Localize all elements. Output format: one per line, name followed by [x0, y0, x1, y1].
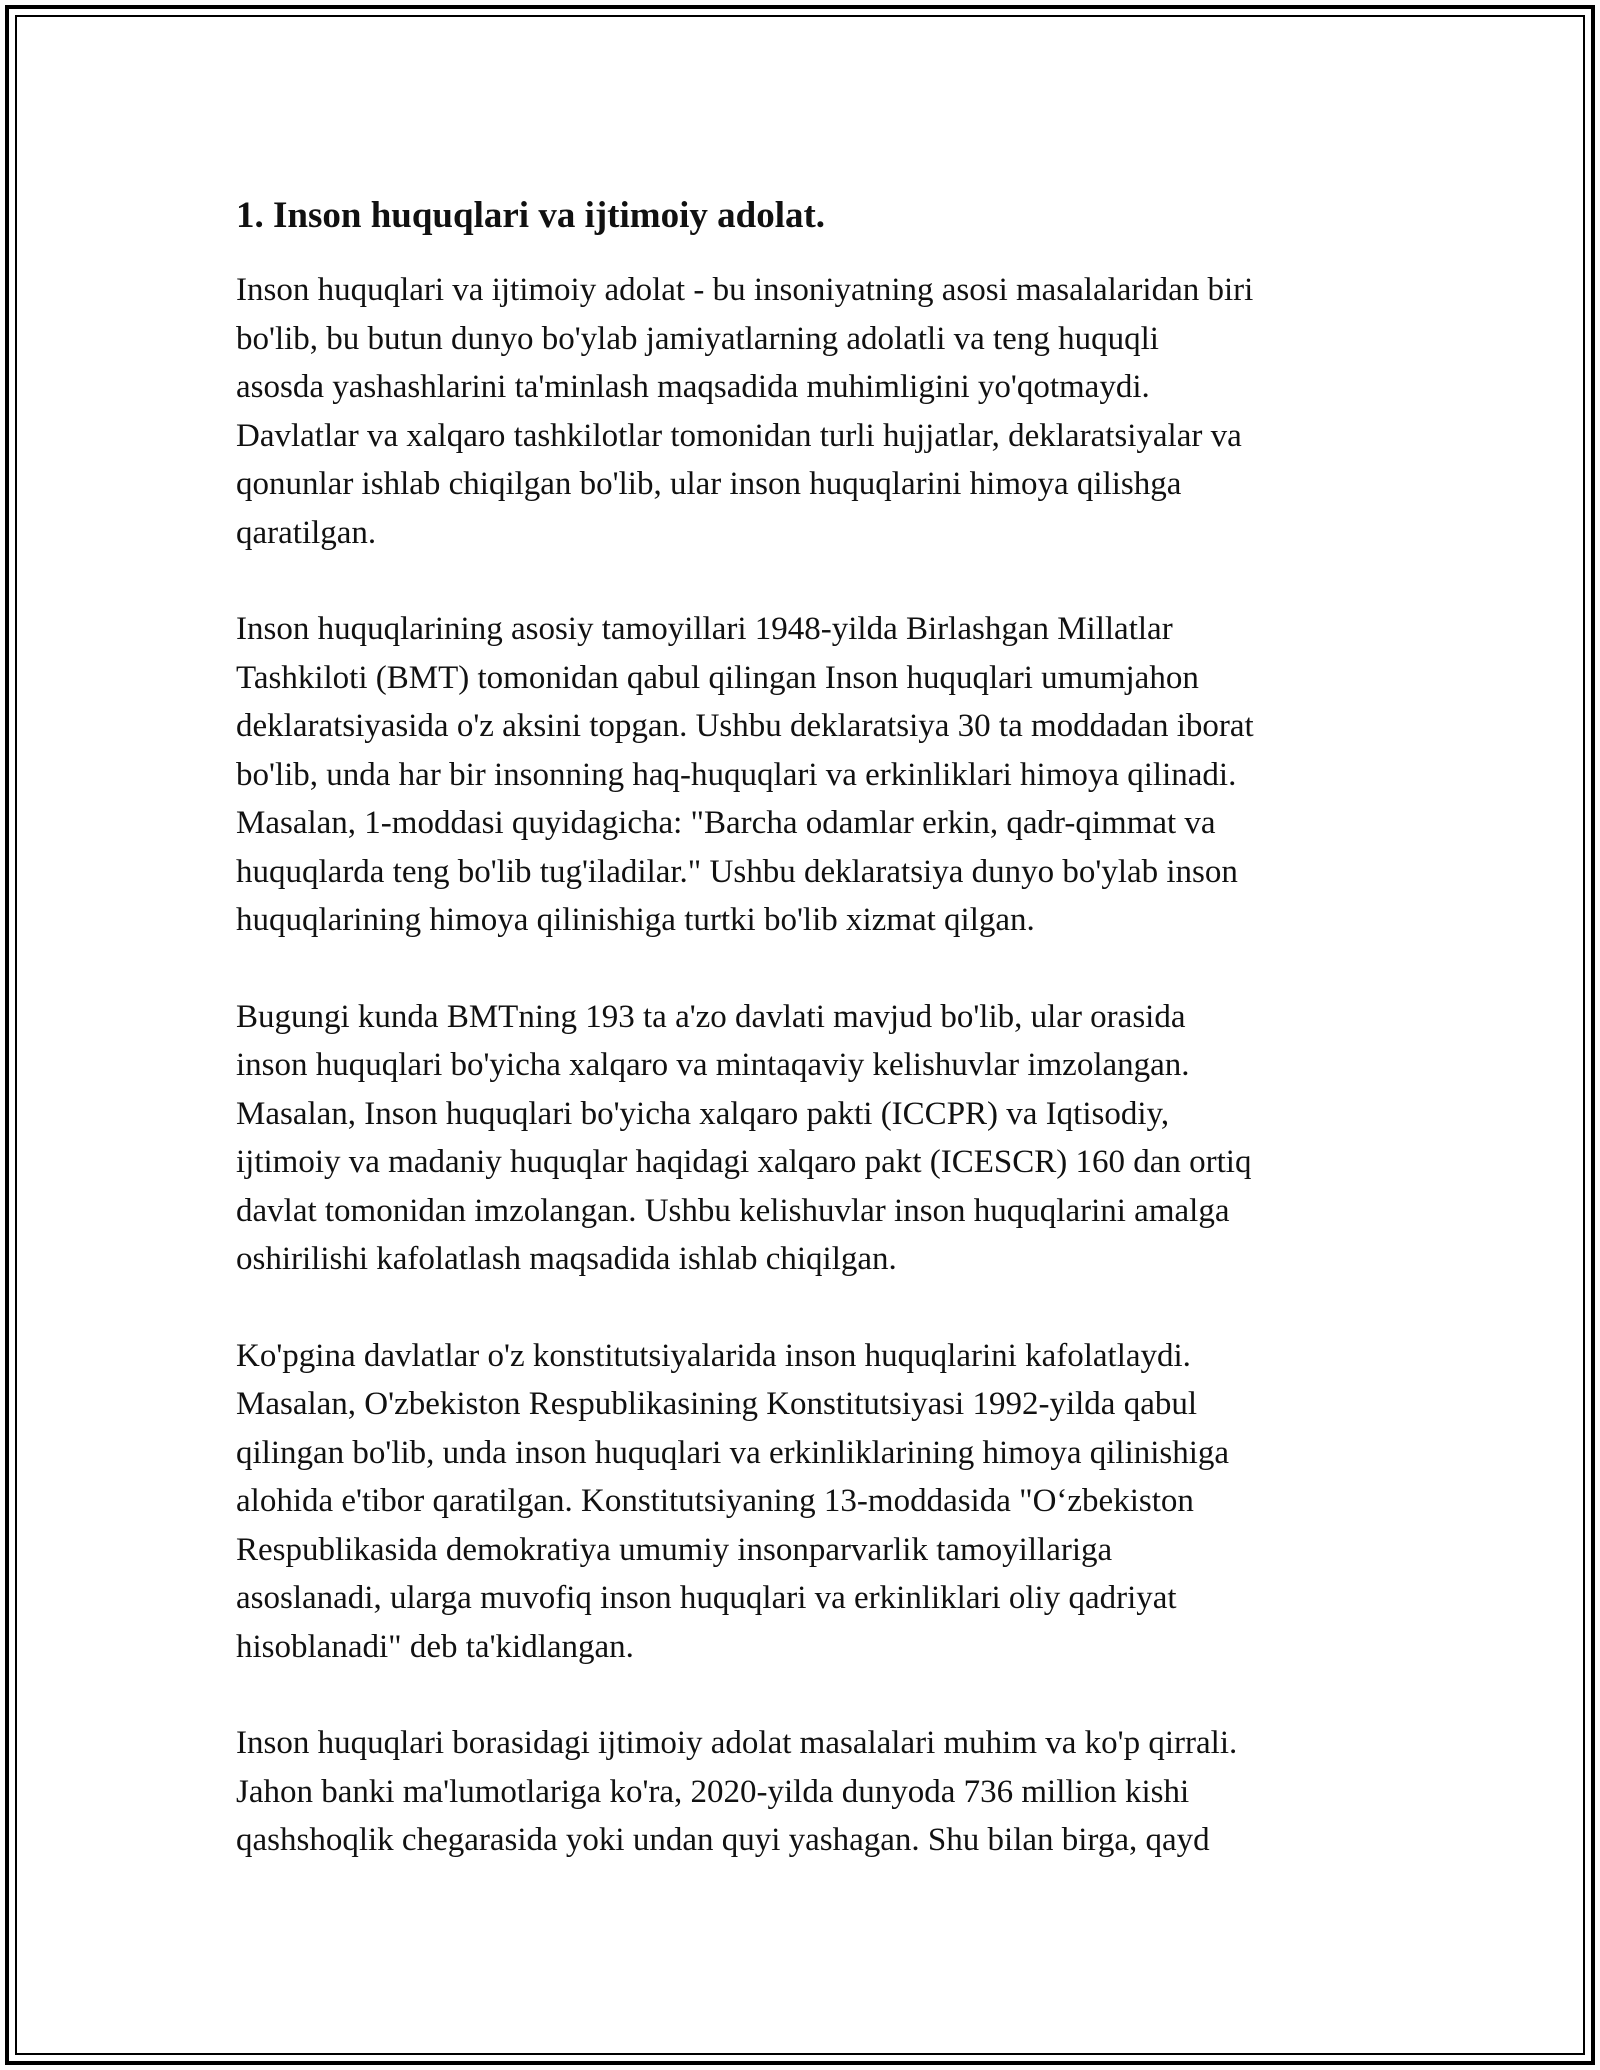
text-line: Inson huquqlarining asosiy tamoyillari 1948-yilda Birlashgan Millatlar — [236, 611, 1173, 647]
text-line: asosda yashashlarini ta'minlash maqsadida muhimligini yo'qotmaydi. — [236, 369, 1150, 405]
paragraph-1 — [236, 266, 1376, 557]
text-line: Davlatlar va xalqaro tashkilotlar tomonidan turli hujjatlar, deklaratsiyalar va — [236, 417, 1242, 454]
section-heading: 1. Inson huquqlari va ijtimoiy adolat. — [236, 195, 826, 236]
document-body — [236, 186, 1376, 1913]
text-line: oshirilishi kafolatlash maqsadida ishlab chiqilgan. — [236, 1241, 897, 1277]
text-line: asoslanadi, ularga muvofiq inson huquqlari va erkinliklari oliy qadriyat — [236, 1580, 1177, 1616]
text-line: davlat tomonidan imzolangan. Ushbu kelishuvlar inson huquqlarini amalga — [236, 1192, 1230, 1229]
text-line: Bugungi kunda BMTning 193 ta a'zo davlati mavjud bo'lib, ular orasida — [236, 998, 1186, 1035]
text-line: Inson huquqlari borasidagi ijtimoiy adolat masalalari muhim va ko'p qirrali. — [236, 1725, 1238, 1761]
text-line: Ko'pgina davlatlar o'z konstitutsiyalarida inson huquqlarini kafolatlaydi. — [236, 1337, 1191, 1374]
text-line: huquqlarining himoya qilinishiga turtki bo'lib xizmat qilgan. — [236, 902, 1035, 938]
text-line: Inson huquqlari va ijtimoiy adolat - bu insoniyatning asosi masalalaridan biri — [236, 272, 1254, 308]
text-line: hisoblanadi" deb ta'kidlangan. — [236, 1628, 634, 1665]
text-line: bo'lib, bu butun dunyo bo'ylab jamiyatlarning adolatli va teng huquqli — [236, 320, 1159, 357]
text-line: inson huquqlari bo'yicha xalqaro va mintaqaviy kelishuvlar imzolangan. — [236, 1047, 1190, 1083]
text-line: deklaratsiyasida o'z aksini topgan. Ushbu deklaratsiya 30 ta moddadan iborat — [236, 708, 1254, 744]
text-line: alohida e'tibor qaratilgan. Konstitutsiyaning 13-moddasida "O‘zbekiston — [236, 1483, 1194, 1519]
text-line: qilingan bo'lib, unda inson huquqlari va erkinliklarining himoya qilinishiga — [236, 1434, 1230, 1471]
text-line: Masalan, Inson huquqlari bo'yicha xalqaro pakti (ICCPR) va Iqtisodiy, — [236, 1095, 1170, 1132]
text-line: Masalan, 1-moddasi quyidagicha: "Barcha odamlar erkin, qadr-qimmat va — [236, 805, 1216, 841]
paragraph-2 — [236, 605, 1376, 945]
text-line: qaratilgan. — [236, 514, 377, 551]
text-line: huquqlarda teng bo'lib tug'iladilar." Ushbu deklaratsiya dunyo bo'ylab inson — [236, 853, 1238, 890]
text-line: qonunlar ishlab chiqilgan bo'lib, ular inson huquqlarini himoya qilishga — [236, 466, 1182, 502]
text-line: Masalan, O'zbekiston Respublikasining Konstitutsiyasi 1992-yilda qabul — [236, 1386, 1198, 1422]
paragraph-3 — [236, 993, 1376, 1284]
text-line: bo'lib, unda har bir insonning haq-huquqlari va erkinliklari himoya qilinadi. — [236, 756, 1237, 793]
text-line: Jahon banki ma'lumotlariga ko'ra, 2020-yilda dunyoda 736 million kishi — [236, 1773, 1190, 1810]
text-line: qashshoqlik chegarasida yoki undan quyi yashagan. Shu bilan birga, qayd — [236, 1822, 1210, 1858]
text-line: Respublikasida demokratiya umumiy insonparvarlik tamoyillariga — [236, 1531, 1113, 1568]
paragraph-5 — [236, 1719, 1376, 1865]
paragraph-4 — [236, 1332, 1376, 1672]
text-line: ijtimoiy va madaniy huquqlar haqidagi xalqaro pakt (ICESCR) 160 dan ortiq — [236, 1144, 1252, 1180]
text-line: Tashkiloti (BMT) tomonidan qabul qilingan Inson huquqlari umumjahon — [236, 659, 1199, 696]
